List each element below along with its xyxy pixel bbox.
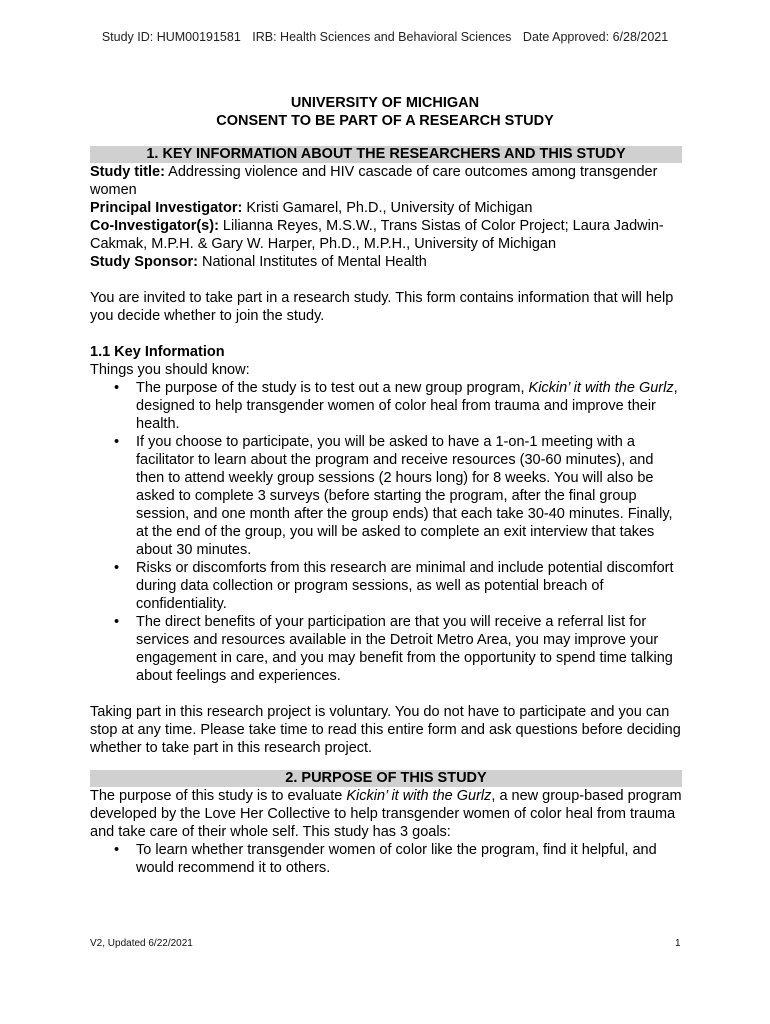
title-line-1: UNIVERSITY OF MICHIGAN <box>290 95 480 111</box>
document-title <box>0 94 770 130</box>
section-2-heading: 2. PURPOSE OF THIS STUDY <box>90 770 682 787</box>
section-1 <box>90 146 682 757</box>
goals-list <box>90 841 682 877</box>
sponsor-value: National Institutes of Mental Health <box>197 254 427 270</box>
program-name: Kickin’ it with the Gurlz <box>346 788 492 804</box>
study-sponsor <box>90 253 682 271</box>
program-name: Kickin’ it with the Gurlz <box>528 380 674 396</box>
pi-value: Kristi Gamarel, Ph.D., University of Michigan <box>242 200 533 216</box>
coi-label: Co-Investigator(s): <box>90 218 219 234</box>
section-1-heading: 1. KEY INFORMATION ABOUT THE RESEARCHERS AND THIS STUDY <box>90 146 682 163</box>
study-title-label: Study title: <box>90 164 165 180</box>
co-investigators <box>90 217 682 253</box>
pi-label: Principal Investigator: <box>90 200 243 216</box>
study-title-value: Addressing violence and HIV cascade of care outcomes among transgender women <box>90 164 658 198</box>
irb-name: IRB: Health Sciences and Behavioral Sciences <box>252 30 512 44</box>
date-approved: Date Approved: 6/28/2021 <box>522 30 669 44</box>
principal-investigator <box>90 199 682 217</box>
list-item: • If you choose to participate, you will be asked to have a 1-on-1 meeting with a facilitator to learn about the program and receive resources (30-60 minutes), and then to attend weekly group sessions (2 hours long) for 8 weeks. You will also be asked to complete 3 surveys (before starting the program, after the final group session, and one month after the group ends) that each take 30-40 minutes. Finally, at the end of the group, you will be asked to complete an exit interview that takes about 30 minutes. <box>90 433 682 559</box>
purpose-paragraph: The purpose of this study is to evaluate Kickin’ it with the Gurlz, a new group-based program developed by the Love Her Collective to help transgender women of color heal from trauma and take care of their whole self. This study has 3 goals: <box>90 788 682 840</box>
footer-version: V2, Updated 6/22/2021 <box>90 938 193 949</box>
voluntary-paragraph: Taking part in this research project is voluntary. You do not have to participate and you can stop at any time. Please take time to read this entire form and ask questions before deciding whether to take part in this research project. <box>90 704 681 756</box>
list-item: • The purpose of the study is to test out a new group program, Kickin’ it with the Gurlz, designed to help transgender women of color heal from trauma and improve their health. <box>90 379 682 433</box>
sponsor-label: Study Sponsor: <box>90 254 198 270</box>
key-information-heading: 1.1 Key Information <box>90 344 225 360</box>
list-item: • The direct benefits of your participation are that you will receive a referral list for services and resources available in the Detroit Metro Area, you may improve your engagement in care, and you may benefit from the opportunity to spend time talking about feelings and experiences. <box>90 613 682 685</box>
key-information-list <box>90 379 682 685</box>
coi-value: Lilianna Reyes, M.S.W., Trans Sistas of Color Project; Laura Jadwin-Cakmak, M.P.H. & Gary W. Harper, Ph.D., M.P.H., University of Michigan <box>90 218 664 252</box>
page-number: 1 <box>675 938 681 949</box>
things-to-know: Things you should know: <box>90 362 250 378</box>
study-title <box>90 163 682 199</box>
section-2 <box>90 770 682 877</box>
list-item: • Risks or discomforts from this research are minimal and include potential discomfort during data collection or program sessions, as well as potential breach of confidentiality. <box>90 559 682 613</box>
study-id: Study ID: HUM00191581 <box>101 30 241 44</box>
page-header <box>0 30 770 44</box>
title-line-2: CONSENT TO BE PART OF A RESEARCH STUDY <box>216 113 554 129</box>
invitation-paragraph: You are invited to take part in a research study. This form contains information that will help you decide whether to join the study. <box>90 290 674 324</box>
list-item: • To learn whether transgender women of color like the program, find it helpful, and would recommend it to others. <box>90 841 682 877</box>
